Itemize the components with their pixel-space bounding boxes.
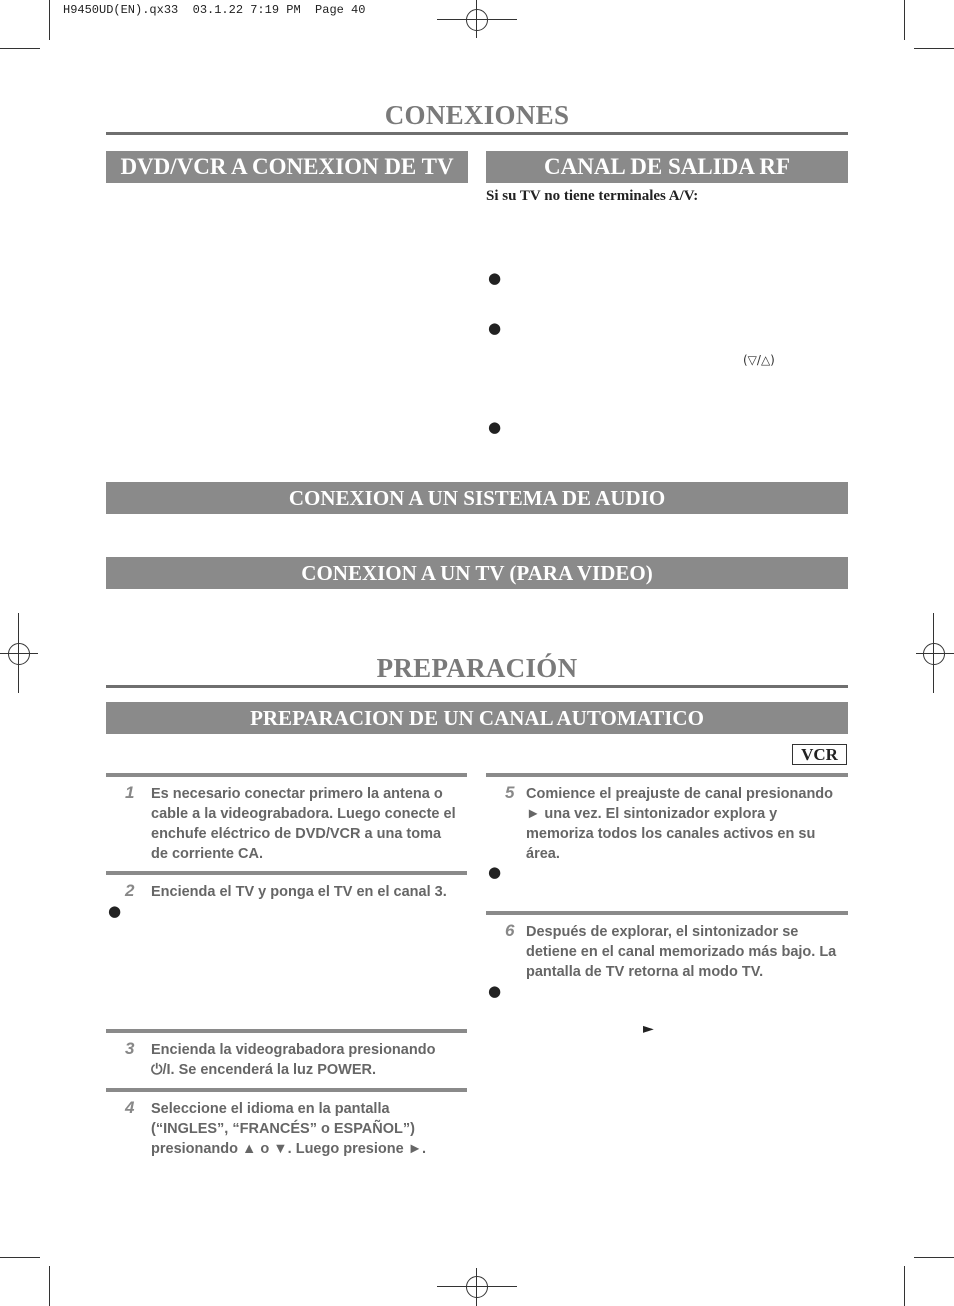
step-rule bbox=[106, 1029, 467, 1033]
step-text: Encienda el TV y ponga el TV en el canal 3. bbox=[151, 884, 447, 900]
step-text: Comience el preajuste de canal presionando ► una vez. El sintonizador explora y memoriza todos los canales activos en su área. bbox=[526, 786, 834, 862]
heading-dvd-vcr-tv: DVD/VCR A CONEXION DE TV bbox=[106, 151, 468, 183]
step-rule bbox=[486, 911, 848, 915]
section-title-conexiones: CONEXIONES bbox=[384, 100, 570, 130]
heading-video: CONEXION A UN TV (PARA VIDEO) bbox=[106, 557, 848, 589]
title-rule bbox=[106, 685, 848, 688]
section-title-preparacion: PREPARACIÓN bbox=[376, 653, 578, 683]
crop-mark bbox=[914, 1257, 954, 1258]
step-text: Seleccione el idioma en la pantalla (“INGLES”, “FRANCÉS” o ESPAÑOL”) presionando ▲ o ▼. Luego presione ►. bbox=[151, 1101, 427, 1157]
crop-mark bbox=[914, 48, 954, 49]
heading-canal-rf: CANAL DE SALIDA RF bbox=[486, 151, 848, 183]
crop-mark bbox=[49, 0, 50, 40]
step-rule bbox=[106, 1088, 467, 1092]
step-number: 4 bbox=[125, 1098, 135, 1117]
step-rule bbox=[486, 773, 848, 777]
print-slug: H9450UD(EN).qx33 03.1.22 7:19 PM Page 40 bbox=[63, 3, 366, 17]
bullet: ● bbox=[488, 982, 502, 1000]
crop-mark bbox=[0, 48, 40, 49]
step-number: 3 bbox=[125, 1039, 135, 1058]
crop-mark bbox=[0, 1257, 40, 1258]
bullet: ● bbox=[488, 863, 502, 881]
title-rule bbox=[106, 132, 848, 135]
rf-subheading: Si su TV no tiene terminales A/V: bbox=[486, 188, 699, 204]
bullet: ● bbox=[488, 319, 502, 337]
step-number: 2 bbox=[125, 881, 135, 900]
play-icon: ► bbox=[643, 1021, 654, 1037]
bullet: ● bbox=[488, 269, 502, 287]
down-up-arrow-icon: (▽/△) bbox=[743, 353, 775, 367]
heading-canal-automatico: PREPARACION DE UN CANAL AUTOMATICO bbox=[106, 702, 848, 734]
vcr-badge: VCR bbox=[792, 744, 847, 765]
bullet: ● bbox=[108, 902, 122, 920]
step-number: 5 bbox=[505, 783, 515, 802]
heading-audio: CONEXION A UN SISTEMA DE AUDIO bbox=[106, 482, 848, 514]
step-text: Después de explorar, el sintonizador se detiene en el canal memorizado más bajo. La pantalla de TV retorna al modo TV. bbox=[526, 924, 837, 980]
step-number: 6 bbox=[505, 921, 515, 940]
crop-mark bbox=[904, 0, 905, 40]
step-number: 1 bbox=[125, 783, 135, 802]
step-text: Encienda la videograbadora presionando ⏻/I. Se encenderá la luz POWER. bbox=[151, 1042, 436, 1078]
bullet: ● bbox=[488, 418, 502, 436]
crop-mark bbox=[49, 1266, 50, 1306]
crop-mark bbox=[904, 1266, 905, 1306]
step-text: Es necesario conectar primero la antena o cable a la videograbadora. Luego conecte el enchufe eléctrico de DVD/VCR a una toma de corriente CA. bbox=[151, 786, 456, 862]
step-rule bbox=[106, 871, 467, 875]
step-rule bbox=[106, 773, 467, 777]
